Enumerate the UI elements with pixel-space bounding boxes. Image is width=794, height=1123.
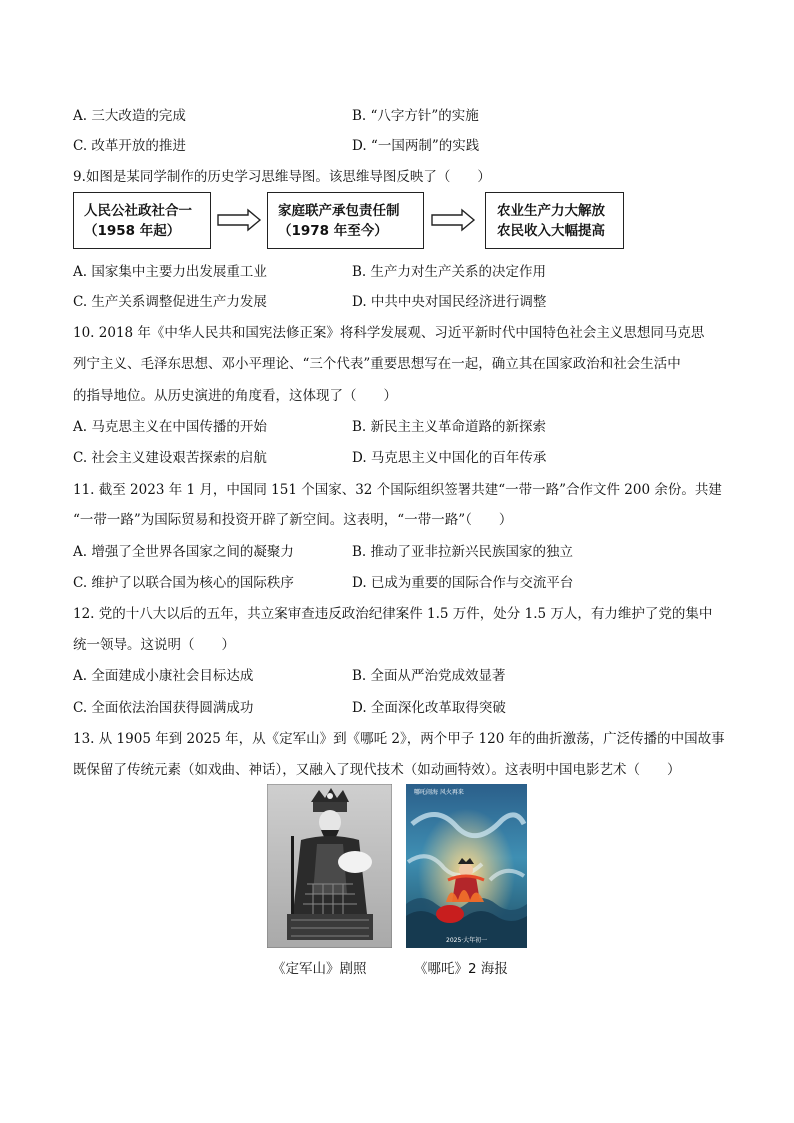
nezha2-poster: [406, 784, 527, 948]
q11-stem-line1: 11. 截至 2023 年 1 月，中国同 151 个国家、32 个国际组织签署共建“一带一路”合作文件 200 余份。共建: [73, 482, 722, 498]
q12-option-c: C. 全面依法治国获得圆满成功: [73, 700, 254, 716]
mindmap-box-household-line2: （1978 年至今）: [278, 222, 388, 239]
q8-option-c: C. 改革开放的推进: [73, 138, 186, 154]
poster-top-text: 哪吒闹海 风火再来: [414, 789, 464, 796]
q8-option-b: B. “八字方针”的实施: [352, 108, 479, 124]
q11-stem-line2: “一带一路”为国际贸易和投资开辟了新空间。这表明，“一带一路”（ ）: [73, 512, 513, 528]
q11-option-c: C. 维护了以联合国为核心的国际秩序: [73, 575, 294, 591]
q9-option-b: B. 生产力对生产关系的决定作用: [352, 264, 547, 280]
q9-stem: 9.如图是某同学制作的历史学习思维导图。该思维导图反映了（ ）: [73, 169, 491, 185]
q10-option-b: B. 新民主主义革命道路的新探索: [352, 419, 547, 435]
q9-option-c: C. 生产关系调整促进生产力发展: [73, 294, 267, 310]
dingjunshan-caption: 《定军山》剧照: [272, 961, 367, 977]
right-arrow-icon: [216, 208, 262, 232]
mindmap-box-productivity-line2: 农民收入大幅提高: [497, 222, 605, 239]
q10-stem-line1: 10. 2018 年《中华人民共和国宪法修正案》将科学发展观、习近平新时代中国特色社会主义思想同马克思: [73, 325, 705, 341]
right-arrow-icon: [430, 208, 476, 232]
q11-option-a: A. 增强了全世界各国家之间的凝聚力: [73, 544, 294, 560]
q13-stem-line2: 既保留了传统元素（如戏曲、神话），又融入了现代技术（如动画特效）。这表明中国电影艺术（ ）: [73, 762, 681, 778]
mindmap-box-commune-line2: （1958 年起）: [84, 222, 181, 239]
q9-option-a: A. 国家集中主要力出发展重工业: [73, 264, 267, 280]
q10-option-a: A. 马克思主义在中国传播的开始: [73, 419, 267, 435]
mindmap-box-commune-line1: 人民公社政社合一: [84, 202, 192, 219]
mindmap-box-productivity-line1: 农业生产力大解放: [497, 202, 605, 219]
q10-option-d: D. 马克思主义中国化的百年传承: [352, 450, 547, 466]
q9-option-d: D. 中共中央对国民经济进行调整: [352, 294, 547, 310]
mindmap-box-household-line1: 家庭联产承包责任制: [278, 202, 400, 219]
q11-option-b: B. 推动了亚非拉新兴民族国家的独立: [352, 544, 574, 560]
mindmap-box-productivity: [485, 192, 624, 249]
q12-option-d: D. 全面深化改革取得突破: [352, 700, 506, 716]
q11-option-d: D. 已成为重要的国际合作与交流平台: [352, 575, 574, 591]
poster-bottom-text: 2025·大年初一: [446, 937, 488, 944]
mindmap-box-household-responsibility: [267, 192, 424, 249]
q12-option-a: A. 全面建成小康社会目标达成: [73, 668, 254, 684]
dingjunshan-photo: [267, 784, 392, 948]
q8-option-a: A. 三大改造的完成: [73, 108, 186, 124]
q8-option-d: D. “一国两制”的实践: [352, 138, 480, 154]
q12-stem-line2: 统一领导。这说明（ ）: [73, 637, 235, 653]
q10-stem-line3: 的指导地位。从历史演进的角度看，这体现了（ ）: [73, 388, 397, 404]
q12-option-b: B. 全面从严治党成效显著: [352, 668, 506, 684]
mindmap-box-commune: [73, 192, 211, 249]
nezha2-caption: 《哪吒》2 海报: [414, 961, 508, 977]
q13-stem-line1: 13. 从 1905 年到 2025 年，从《定军山》到《哪吒 2》，两个甲子 120 年的曲折激荡，广泛传播的中国故事: [73, 731, 725, 747]
q10-option-c: C. 社会主义建设艰苦探索的启航: [73, 450, 267, 466]
q12-stem-line1: 12. 党的十八大以后的五年，共立案审查违反政治纪律案件 1.5 万件，处分 1.5 万人，有力维护了党的集中: [73, 606, 713, 622]
q10-stem-line2: 列宁主义、毛泽东思想、邓小平理论、“三个代表”重要思想写在一起，确立其在国家政治和社会生活中: [73, 356, 681, 372]
